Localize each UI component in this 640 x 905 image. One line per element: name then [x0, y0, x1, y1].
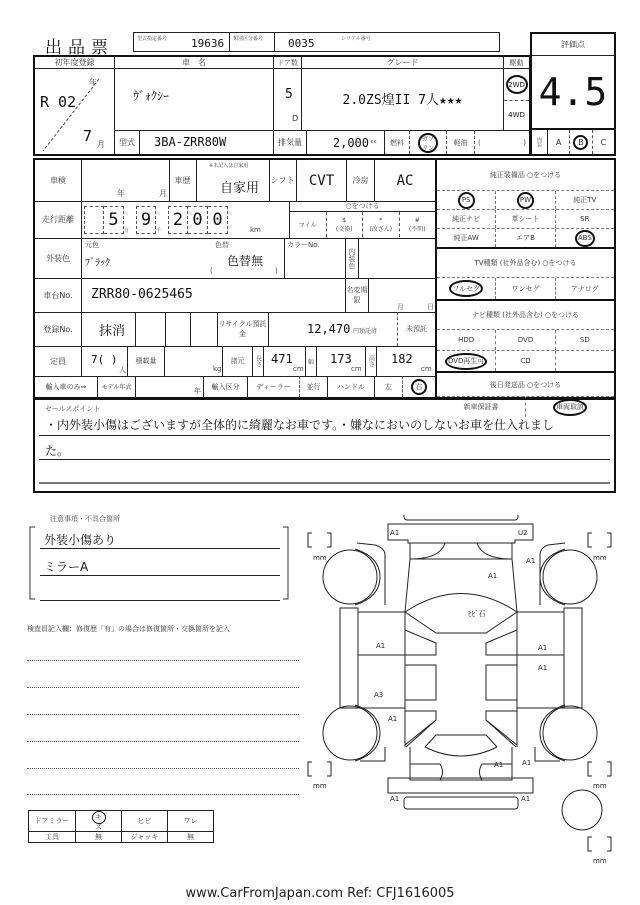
type-designation-label: 型式指定番号 — [137, 36, 168, 42]
doors-value: 5 — [285, 87, 293, 102]
equipment-option: DVD再生可 — [445, 353, 487, 370]
shift-label: シフト — [269, 160, 297, 201]
type-designation-value: 19636 — [191, 37, 225, 50]
damage-windshield: ﾋﾋﾞ石 — [468, 610, 486, 618]
ac-label: 冷房 — [347, 160, 375, 201]
equipment-option: ABS — [575, 230, 595, 247]
tools-label: 工具 — [29, 832, 76, 843]
orig-color-label: 元色 — [85, 241, 99, 249]
import-type-label: 輸入区分 — [204, 376, 248, 397]
capacity-label: 定員 — [50, 356, 66, 366]
inspector-label: 検査員記入欄：修復歴「有」の場合は修復箇所・交換箇所を記入 — [27, 625, 230, 633]
damage-rear-fender-left: A1 — [388, 715, 398, 723]
displacement-value: 2,000 — [332, 135, 369, 150]
mileage-digit — [84, 206, 104, 234]
equipment-option: PW — [517, 192, 534, 209]
grade-value: 2.0ZS煌II 7人★★★ — [342, 92, 463, 108]
note-line: 外装小傷あり — [40, 531, 280, 549]
mirror-broken: ワレ — [168, 811, 214, 832]
damage-front-bumper-left: A1 — [390, 529, 400, 537]
equipment-header-later_header: 後日発送品 ○をつける — [489, 380, 562, 389]
mileage-label: 走行距離 — [42, 215, 74, 224]
sen-unit: 千 — [156, 228, 162, 234]
displacement-unit: cc — [371, 131, 385, 154]
equipment-option: 革シート — [511, 215, 540, 223]
chassis-label: 車台No. — [43, 290, 73, 300]
sales-line: ・内外装小傷はございますが全体的に綺麗なお車です。・嫌なにおいのしないお車を仕入れまし — [39, 416, 610, 436]
grade-label: グレード — [302, 57, 503, 69]
ac-value: AC — [396, 172, 414, 189]
length-value: 471 — [271, 352, 293, 366]
note-line — [40, 583, 280, 601]
recycle-label: リサイクル預託金 — [217, 312, 269, 346]
equipment-section-header — [437, 160, 614, 190]
first-reg-year: R 02 — [40, 93, 77, 111]
handle-label: ハンドル — [328, 376, 375, 397]
sales-points — [33, 398, 616, 493]
footer-watermark: www.CarFromJapan.com Ref: CFJ1616005 — [185, 886, 455, 901]
damage-front-door-left: A1 — [376, 642, 386, 650]
fuel-diesel: 軽油 — [447, 131, 475, 154]
jack-label: ジャッキ — [122, 832, 168, 843]
equipment-option: CD — [520, 357, 531, 365]
serial-label: シリアル番号 — [341, 36, 371, 42]
height-value: 182 — [391, 352, 413, 366]
car-name-label: 車 名 — [115, 57, 273, 69]
category-box — [230, 32, 315, 52]
equipment-option: SD — [579, 336, 590, 344]
notes-label: 注意事項・不具合箇所 — [50, 515, 120, 523]
equipment-option: 車両取説 — [553, 399, 587, 416]
length-unit: cm — [293, 365, 304, 373]
mirror-scratch: キズ — [92, 811, 106, 824]
km-unit: km — [250, 226, 261, 234]
recycle-value: 12,470 — [307, 322, 351, 336]
mileage-flag-tampered: * (改ざん) — [363, 212, 400, 237]
mirror-crack: ヒビ — [122, 811, 168, 832]
length-label: 長さ — [252, 346, 264, 376]
equipment-header-header: 純正装備品 ○をつける — [489, 171, 562, 179]
load-label: 積載量 — [127, 346, 165, 376]
width-unit: cm — [351, 365, 362, 373]
tire-mm-label: mm — [313, 782, 327, 790]
mileage-digit: 0 — [188, 206, 208, 234]
import-parallel: 並行 — [300, 376, 328, 397]
equipment-header-tv_header: TV種類 (社外品含む) ○をつける — [474, 259, 577, 267]
mileage-flag-mile: マイル — [290, 212, 327, 237]
recycle-unit: 円預託済 — [353, 328, 378, 335]
tire-mm-label: mm — [313, 554, 327, 562]
equipment-panel — [437, 160, 614, 411]
damage-rear-door-right: A1 — [538, 664, 548, 672]
mileage-digit: 0 — [208, 206, 228, 234]
interior-label: 内装 — [532, 130, 548, 154]
tools-value: 無 — [76, 832, 122, 843]
equipment-row — [437, 209, 614, 228]
capacity-value: 7( ) — [91, 353, 118, 366]
doors-label: ドア数 — [274, 57, 301, 69]
model-year-unit: 年 — [136, 376, 204, 397]
interior-color-label: 内装色 — [345, 238, 359, 278]
handle-right: 右 — [411, 379, 427, 395]
sales-line — [39, 466, 610, 484]
width-label: 幅 — [305, 346, 317, 376]
car-name: ｳﾞｫｸｼｰ — [133, 89, 170, 103]
drive-4wd: 4WD — [508, 110, 525, 119]
equipment-section-header — [437, 371, 614, 396]
type-designation-box — [133, 32, 230, 52]
equipment-row — [437, 277, 614, 299]
mileage-digit: 5 — [104, 206, 124, 234]
color-change-label: 色替 — [215, 241, 229, 249]
history-label: 車歴 — [169, 160, 197, 201]
history-value: 自家用 — [220, 181, 260, 196]
tire-mm-label: mm — [593, 857, 607, 865]
damage-front-fender-right: A1 — [526, 557, 536, 565]
orig-color: ﾌﾞﾗｯｸ — [85, 258, 110, 269]
equipment-row — [437, 350, 614, 371]
model-value: 3BA-ZRR80W — [140, 131, 274, 154]
width-value: 173 — [330, 352, 352, 366]
height-unit: cm — [421, 365, 432, 373]
tire-mm-label: mm — [593, 554, 607, 562]
import-dealer: ディーラー — [248, 376, 300, 397]
interior-grade — [532, 128, 614, 154]
drive-2wd: 2WD — [506, 75, 528, 94]
mileage-digits — [84, 206, 261, 234]
damage-rear-bumper-right: A1 — [521, 795, 531, 803]
mileage-digit: 2 — [168, 206, 188, 234]
displacement-label: 排気量 — [274, 131, 307, 154]
model-year-label: モデル年式 — [98, 376, 136, 397]
category-value: 0035 — [288, 37, 315, 50]
equipment-option: SR — [580, 215, 590, 223]
damage-rear-fender-right: A1 — [522, 759, 532, 767]
mileage-flag-replaced: $ (交換) — [327, 212, 364, 237]
fuel-other-open: ( — [478, 138, 481, 147]
jack-value: 無 — [168, 832, 214, 843]
equipment-option: DVD — [517, 336, 534, 344]
mirror-label: ドアミラー — [29, 811, 76, 832]
equipment-row — [437, 329, 614, 350]
import-label: 輸入車のみ⇒ — [35, 376, 98, 397]
height-label: 高さ — [365, 346, 377, 376]
equipment-option: HDD — [458, 336, 475, 344]
name-change-month: 月 — [397, 303, 404, 311]
interior-a: A — [555, 137, 562, 147]
category-label: 類別区分番号 — [233, 36, 264, 42]
interior-c: C — [600, 137, 607, 147]
first-reg-label: 初年度登録 — [35, 57, 114, 69]
paren-close: ) — [275, 267, 278, 275]
note-line: ミラーA — [40, 558, 280, 576]
equipment-header-navi_header: ナビ種類 (社外品含む) ○をつける — [471, 311, 580, 319]
history-note: ※未記入は自家用 — [209, 163, 249, 169]
equipment-section-header — [437, 299, 614, 329]
reg-label: 登録No. — [43, 324, 73, 334]
interior-b: B — [573, 135, 588, 150]
inspection-month-unit: 月 — [159, 189, 167, 198]
year-unit: 年 — [89, 78, 97, 87]
man-unit: 万 — [124, 228, 130, 234]
mileage-flag-unknown: # (不明) — [408, 216, 426, 233]
equipment-option: 純正ナビ — [452, 215, 481, 223]
color-change: 色替無 — [227, 254, 264, 268]
first-reg-month: 7 — [83, 127, 93, 145]
color-no-label: カラーNo. — [287, 241, 320, 249]
fuel-gasoline: ガソリン — [418, 133, 438, 153]
equipment-row — [437, 190, 614, 209]
score-label: 評価点 — [532, 34, 614, 56]
model-label: 型式 — [115, 131, 140, 154]
recycle-unpaid: 未預託 — [397, 312, 435, 346]
tire-mm-label: mm — [593, 782, 607, 790]
score-value: 4.5 — [538, 70, 608, 114]
sales-label: セールスポイント — [45, 405, 101, 413]
equipment-option: PS — [458, 192, 475, 209]
mileage-note: ○をつける — [290, 201, 435, 212]
equipment-option: アナログ — [570, 284, 599, 293]
inspection-year-unit: 年 — [117, 189, 125, 198]
score-box — [530, 32, 616, 156]
equipment-option: 純正AW — [453, 234, 479, 242]
vehicle-block — [33, 55, 531, 156]
handle-left: 左 — [375, 376, 403, 397]
damage-hood: A1 — [488, 572, 498, 580]
car-damage-diagram — [300, 515, 620, 870]
reg-value: 抹消 — [99, 324, 126, 339]
name-change-day: 日 — [427, 303, 434, 311]
mirror-tool-table — [28, 810, 214, 843]
fuel-label: 燃料 — [390, 138, 404, 147]
name-change-label: 名変期限 — [345, 278, 369, 312]
equipment-option: 純正TV — [573, 196, 597, 204]
paren-open: ( — [210, 267, 213, 275]
damage-rear-bumper-left: A1 — [390, 795, 400, 803]
equipment-option: エアB — [516, 234, 535, 242]
shift-value: CVT — [297, 160, 347, 201]
serial-box — [274, 32, 500, 52]
sheet-title: 出品票 — [45, 38, 114, 58]
equipment-option: 新車保証書 — [463, 403, 499, 411]
specs-label: 諸元 — [222, 346, 252, 376]
color-label: 外装色 — [46, 253, 70, 263]
damage-front-bumper-right: U2 — [518, 529, 528, 537]
equipment-row — [437, 228, 614, 247]
mileage-digit: 9 — [136, 206, 156, 234]
damage-rear-gate: A1 — [494, 761, 504, 769]
damage-rear-door-left: A3 — [374, 691, 384, 699]
fuel-other-close: ) — [523, 138, 526, 147]
chassis-value: ZRR80-0625465 — [91, 287, 193, 302]
damage-front-door-right: A1 — [538, 644, 548, 652]
month-unit: 月 — [97, 140, 105, 149]
sales-line: た。 — [39, 442, 610, 460]
doors-unit: D — [292, 114, 299, 123]
equipment-option: ワンセグ — [511, 284, 540, 293]
drive-label: 駆動 — [504, 57, 529, 69]
equipment-section-header — [437, 247, 614, 277]
load-unit: kg — [213, 365, 222, 373]
capacity-unit: 人 — [119, 366, 126, 374]
equipment-option: フルセグ — [449, 280, 483, 297]
notes-box — [28, 515, 290, 601]
inspection-label: 車検 — [50, 176, 66, 185]
